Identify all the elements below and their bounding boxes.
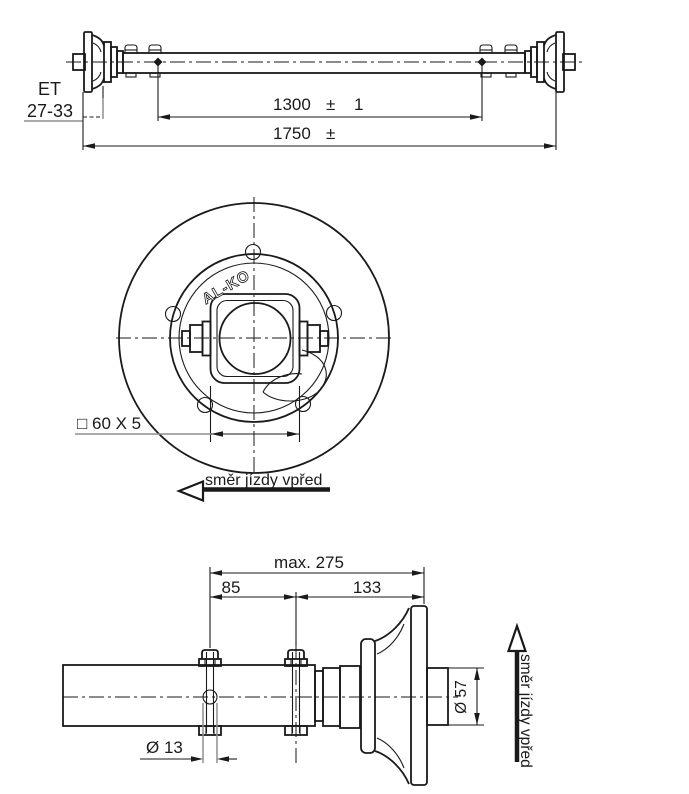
swirl-detail	[263, 350, 326, 401]
et-value: 27-33	[27, 101, 74, 121]
dim-stub-text: Ø 57	[453, 680, 470, 714]
direction-label: směr jízdy vpřed	[205, 472, 323, 489]
direction-arrowhead	[509, 626, 526, 651]
tube-side	[63, 665, 315, 726]
tube-dim-text: □ 60 X 5	[77, 414, 142, 433]
wheel-flange	[411, 606, 427, 785]
direction-arrowhead	[179, 482, 203, 501]
axle-end-detail-view	[63, 553, 534, 785]
dim-hole-text: Ø 13	[146, 738, 183, 757]
dim-1750-text: 1750 ±	[273, 124, 336, 143]
hub-face-view	[75, 197, 392, 501]
dim-max275-text: max. 275	[274, 553, 344, 572]
brand-logo: AL-KO	[199, 266, 254, 308]
axle-tube	[123, 53, 525, 73]
spring-seat-marker	[154, 58, 163, 67]
hub-lug	[296, 397, 311, 412]
end-collar	[315, 671, 323, 721]
dim-133-text: 133	[352, 578, 382, 597]
et-label: ET	[38, 79, 62, 99]
hub-lug	[246, 245, 261, 260]
spring-seat-marker	[478, 58, 487, 67]
backing-flange	[361, 639, 375, 753]
dim-1300-text: 1300 ± 1	[273, 95, 364, 114]
axle-top-view	[24, 32, 585, 150]
dim-85-text: 85	[221, 578, 241, 597]
direction-label: směr jízdy vpřed	[517, 654, 534, 768]
